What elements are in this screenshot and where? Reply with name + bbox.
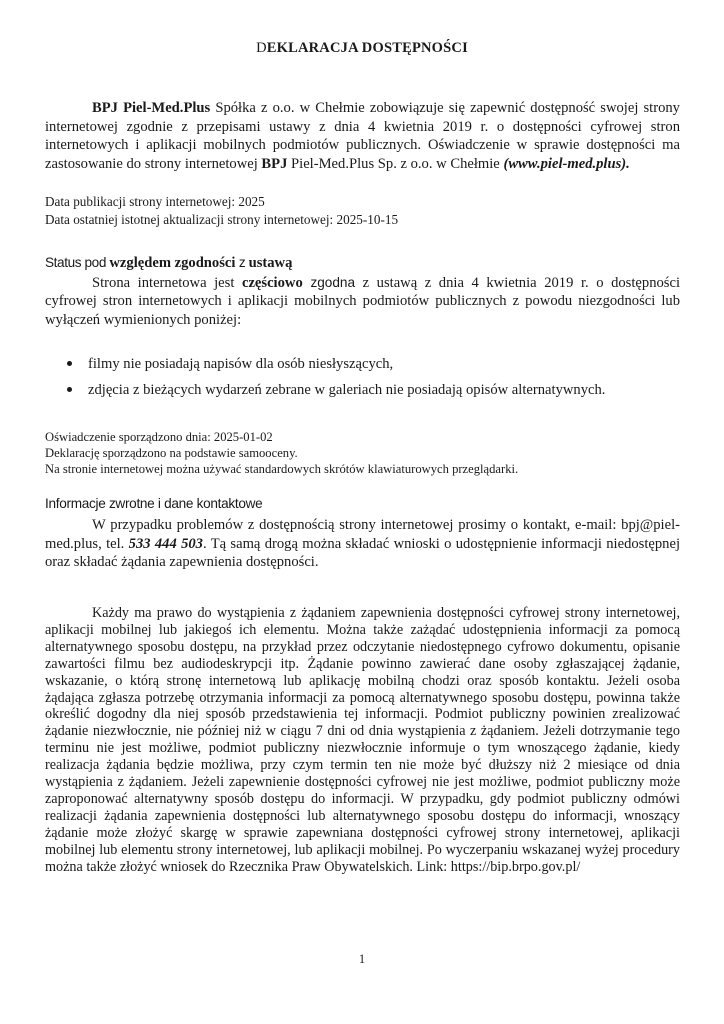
non-compliance-list bbox=[62, 354, 682, 406]
status-text-2: z ustawą z dnia 4 kwietnia 2019 r. o dostępności cyfrowej stron internetowych i aplikacji mobilnych podmiotów publicznych z powodu niezgodności lub wyłączeń wymienionych poniżej: bbox=[45, 275, 680, 328]
list-item bbox=[62, 380, 682, 406]
list-item-text: zdjęcia z bieżących wydarzeń zebrane w galeriach nie posiadają opisów alternatywnych. bbox=[88, 382, 606, 398]
status-heading-bold2: ustawą bbox=[248, 255, 293, 271]
company-name-2: BPJ bbox=[261, 156, 288, 173]
rights-text: Każdy ma prawo do wystąpienia z żądaniem zapewnienia dostępności cyfrowej strony internetowej, aplikacji mobilnej lub jakiegoś ich elementu. Można także zażądać udostępnienia informacji za pomocą alternatywnego sposobu dostępu, na przykład przez odczytanie niedostępnego cyfrowo dokumentu, opisanie zawartości filmu bez audiodeskrypcji itp. Żądanie powinno zawierać dane osoby zgłaszającej żądanie, wskazanie, o którą stronę internetową lub aplikację mobilną chodzi oraz sposób kontaktu. Jeżeli osoba żądająca zgłasza potrzebę otrzymania informacji za pomocą alternatywnego sposobu dostępu, powinna także określić dogodny dla niej sposób przedstawienia tej informacji. Podmiot publiczny powinien zrealizować żądanie niezwłocznie, nie później niż w ciągu 7 dni od dnia wystąpienia z żądaniem. Jeżeli dotrzymanie tego terminu nie jest możliwe, podmiot publiczny niezwłocznie informuje o tym wnoszącego żądanie, kiedy realizacja żądania będzie możliwa, przy czym termin ten nie może być dłuższy niż 2 miesiące od dnia wystąpienia z żądaniem. Jeżeli zapewnienie dostępności cyfrowej nie jest możliwe, podmiot publiczny może zaproponować alternatywny sposób dostępu do informacji. W przypadku, gdy podmiot publiczny odmówi realizacji żądania zapewnienia dostępności lub alternatywnego sposobu dostępu do informacji, wnoszący żądanie może złożyć skargę w sprawie zapewniana dostępności cyfrowej strony internetowej, aplikacji mobilnej lub elementu strony internetowej, lub aplikacji mobilnej. Po wyczerpaniu wskazanej wyżej procedury można także złożyć wniosek do Rzecznika Praw Obywatelskich. Link: bbox=[45, 605, 680, 875]
status-paragraph bbox=[45, 274, 680, 329]
list-item bbox=[62, 354, 682, 380]
list-item-text: filmy nie posiadają napisów dla osób niesłyszących, bbox=[88, 356, 394, 372]
contact-text-1: W przypadku problemów z dostępnością strony internetowej prosimy o kontakt, e-mail: bbox=[92, 517, 622, 533]
contact-heading: Informacje zwrotne i dane kontaktowe bbox=[45, 496, 263, 511]
status-text-1: Strona internetowa jest bbox=[92, 275, 242, 291]
title-first-letter: D bbox=[256, 40, 267, 56]
statement-block bbox=[45, 429, 680, 477]
status-partial: częściowo bbox=[241, 275, 303, 291]
contact-paragraph bbox=[45, 516, 680, 572]
status-heading-bold1: względem zgodności bbox=[109, 255, 236, 271]
email-link[interactable]: bpj@piel-med.plus bbox=[45, 517, 680, 552]
last-update-date: Data ostatniej istotnej aktualizacji strony internetowej: 2025-10-15 bbox=[45, 212, 399, 227]
bullet-icon bbox=[67, 387, 72, 392]
status-heading-part1: Status pod bbox=[45, 255, 110, 270]
publication-date: Data publikacji strony internetowej: 2025 bbox=[45, 194, 265, 209]
intro-paragraph bbox=[45, 99, 680, 174]
website-link[interactable]: (www.piel-med.plus). bbox=[503, 156, 630, 173]
page-number: 1 bbox=[358, 952, 366, 966]
status-compliant: zgodna bbox=[302, 275, 356, 290]
status-heading-part2: z bbox=[235, 255, 249, 270]
intro-text-1: Spółka z o.o. w Chełmie zobowiązuje się zapewnić dostępność swojej strony internetowej zgodnie z przepisami ustawy z dnia 4 kwietnia 2019 r. o dostępności cyfrowej stron internetowych i aplikacji mobilnych podmiotów publicznych. Oświadczenie w sprawie dostępności ma zastosowanie do strony internetowej bbox=[45, 100, 680, 173]
document-title bbox=[0, 40, 724, 57]
statement-shortcuts: Na stronie internetowej można używać standardowych skrótów klawiaturowych przeglądarki. bbox=[45, 462, 519, 476]
rights-paragraph bbox=[45, 605, 680, 876]
title-rest: EKLARACJA DOSTĘPNOŚCI bbox=[266, 40, 468, 56]
company-name: BPJ Piel-Med.Plus bbox=[92, 100, 211, 116]
bullet-icon bbox=[67, 361, 72, 366]
status-heading bbox=[45, 255, 680, 272]
statement-basis: Deklarację sporządzono na podstawie samooceny. bbox=[45, 446, 298, 460]
rpo-link[interactable]: https://bip.brpo.gov.pl/ bbox=[450, 858, 581, 875]
contact-text-3: . Tą samą drogą można składać wnioski o udostępnienie informacji niedostępnej oraz składać żądania zapewnienia dostępności. bbox=[45, 535, 681, 571]
dates-block bbox=[45, 193, 680, 229]
phone-number[interactable]: 533 444 503 bbox=[128, 535, 203, 552]
statement-date: Oświadczenie sporządzono dnia: 2025-01-02 bbox=[45, 430, 273, 444]
intro-text-2: Piel-Med.Plus Sp. z o.o. w Chełmie bbox=[287, 156, 504, 173]
contact-text-2: , tel. bbox=[98, 535, 129, 552]
